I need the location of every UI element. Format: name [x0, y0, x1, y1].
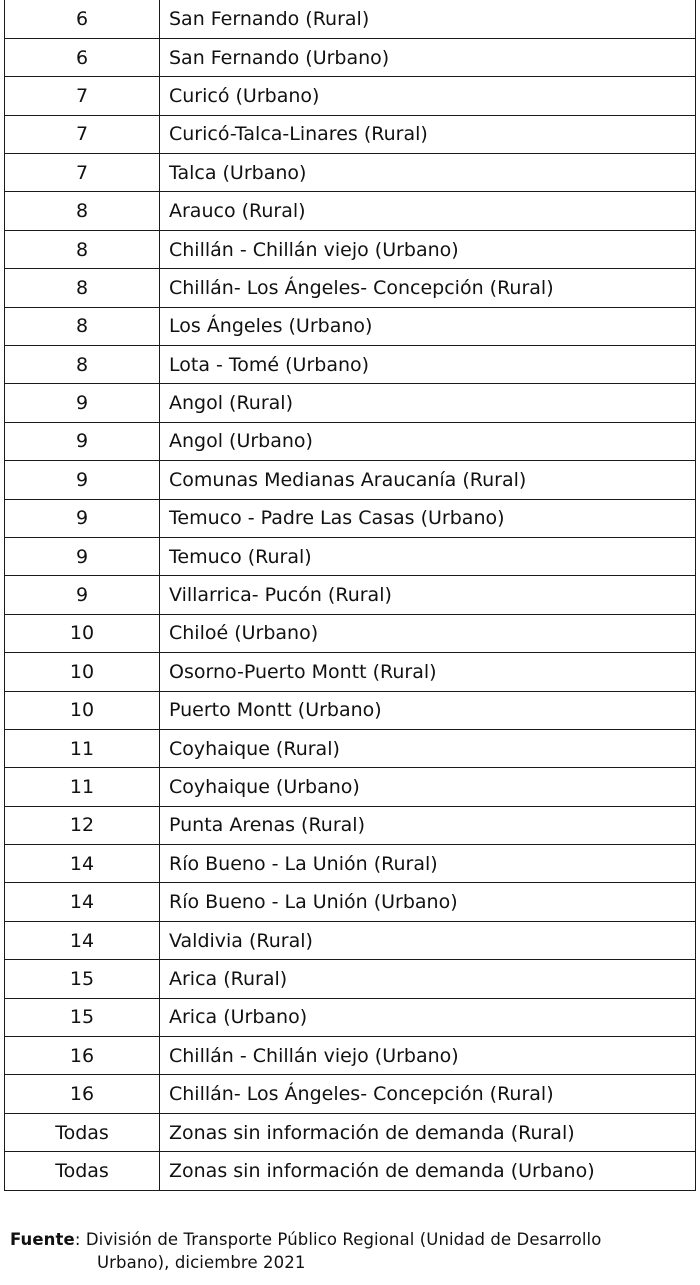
region-cell: 11	[5, 729, 160, 767]
zone-cell: Valdivia (Rural)	[160, 921, 696, 959]
table-row	[5, 115, 696, 153]
table-row	[5, 845, 696, 883]
zone-cell: Los Ángeles (Urbano)	[160, 307, 696, 345]
zone-cell: Talca (Urbano)	[160, 154, 696, 192]
zones-table	[4, 0, 696, 1191]
table-row	[5, 883, 696, 921]
source-note	[10, 1228, 694, 1274]
table-row	[5, 384, 696, 422]
region-cell: 8	[5, 230, 160, 268]
zone-cell: Chiloé (Urbano)	[160, 614, 696, 652]
region-cell: 9	[5, 537, 160, 575]
region-cell: 6	[5, 0, 160, 38]
table-row	[5, 1113, 696, 1151]
region-cell: 10	[5, 691, 160, 729]
region-cell: 9	[5, 576, 160, 614]
table-row	[5, 921, 696, 959]
zones-table-body	[5, 0, 696, 1190]
region-cell: 9	[5, 422, 160, 460]
table-row	[5, 269, 696, 307]
region-cell: 14	[5, 845, 160, 883]
zone-cell: Angol (Rural)	[160, 384, 696, 422]
table-row	[5, 998, 696, 1036]
zone-cell: Curicó-Talca-Linares (Rural)	[160, 115, 696, 153]
zone-cell: Curicó (Urbano)	[160, 77, 696, 115]
zone-cell: Osorno-Puerto Montt (Rural)	[160, 653, 696, 691]
region-cell: 15	[5, 960, 160, 998]
zone-cell: Río Bueno - La Unión (Rural)	[160, 845, 696, 883]
region-cell: 6	[5, 38, 160, 76]
region-cell: Todas	[5, 1152, 160, 1190]
table-row	[5, 422, 696, 460]
region-cell: 8	[5, 269, 160, 307]
region-cell: 10	[5, 653, 160, 691]
table-row	[5, 499, 696, 537]
region-cell: 14	[5, 883, 160, 921]
table-row	[5, 537, 696, 575]
table-row	[5, 729, 696, 767]
source-label: Fuente	[10, 1230, 75, 1249]
region-cell: 7	[5, 115, 160, 153]
zone-cell: Arica (Urbano)	[160, 998, 696, 1036]
region-cell: 8	[5, 346, 160, 384]
region-cell: 14	[5, 921, 160, 959]
region-cell: 8	[5, 192, 160, 230]
table-row	[5, 346, 696, 384]
zone-cell: Villarrica- Pucón (Rural)	[160, 576, 696, 614]
zone-cell: Angol (Urbano)	[160, 422, 696, 460]
table-row	[5, 960, 696, 998]
region-cell: 9	[5, 384, 160, 422]
region-cell: 15	[5, 998, 160, 1036]
table-row	[5, 653, 696, 691]
zone-cell: Chillán- Los Ángeles- Concepción (Rural)	[160, 269, 696, 307]
zone-cell: Chillán- Los Ángeles- Concepción (Rural)	[160, 1075, 696, 1113]
zone-cell: Lota - Tomé (Urbano)	[160, 346, 696, 384]
region-cell: 11	[5, 768, 160, 806]
table-row	[5, 0, 696, 38]
zone-cell: Temuco - Padre Las Casas (Urbano)	[160, 499, 696, 537]
zone-cell: Puerto Montt (Urbano)	[160, 691, 696, 729]
zone-cell: Arica (Rural)	[160, 960, 696, 998]
zone-cell: Zonas sin información de demanda (Rural)	[160, 1113, 696, 1151]
zone-cell: Temuco (Rural)	[160, 537, 696, 575]
source-text-line2: Urbano), diciembre 2021	[97, 1253, 306, 1272]
region-cell: 9	[5, 499, 160, 537]
table-row	[5, 192, 696, 230]
table-row	[5, 691, 696, 729]
table-row	[5, 230, 696, 268]
zone-cell: Comunas Medianas Araucanía (Rural)	[160, 461, 696, 499]
zone-cell: Coyhaique (Rural)	[160, 729, 696, 767]
table-row	[5, 768, 696, 806]
zone-cell: Río Bueno - La Unión (Urbano)	[160, 883, 696, 921]
table-row	[5, 307, 696, 345]
zone-cell: Arauco (Rural)	[160, 192, 696, 230]
table-row	[5, 77, 696, 115]
zone-cell: Chillán - Chillán viejo (Urbano)	[160, 1037, 696, 1075]
source-separator: :	[74, 1230, 86, 1249]
region-cell: 10	[5, 614, 160, 652]
table-row	[5, 806, 696, 844]
region-cell: 12	[5, 806, 160, 844]
table-row	[5, 576, 696, 614]
region-cell: 16	[5, 1037, 160, 1075]
table-row	[5, 1075, 696, 1113]
region-cell: 8	[5, 307, 160, 345]
zone-cell: Zonas sin información de demanda (Urbano)	[160, 1152, 696, 1190]
table-row	[5, 461, 696, 499]
region-cell: Todas	[5, 1113, 160, 1151]
table-row	[5, 38, 696, 76]
zone-cell: Chillán - Chillán viejo (Urbano)	[160, 230, 696, 268]
table-row	[5, 614, 696, 652]
zone-cell: Punta Arenas (Rural)	[160, 806, 696, 844]
table-row	[5, 1037, 696, 1075]
region-cell: 7	[5, 154, 160, 192]
table-row	[5, 1152, 696, 1190]
region-cell: 9	[5, 461, 160, 499]
zone-cell: Coyhaique (Urbano)	[160, 768, 696, 806]
region-cell: 16	[5, 1075, 160, 1113]
zone-cell: San Fernando (Urbano)	[160, 38, 696, 76]
table-row	[5, 154, 696, 192]
region-cell: 7	[5, 77, 160, 115]
zone-cell: San Fernando (Rural)	[160, 0, 696, 38]
source-text-line1: División de Transporte Público Regional (Unidad de Desarrollo	[85, 1230, 602, 1249]
